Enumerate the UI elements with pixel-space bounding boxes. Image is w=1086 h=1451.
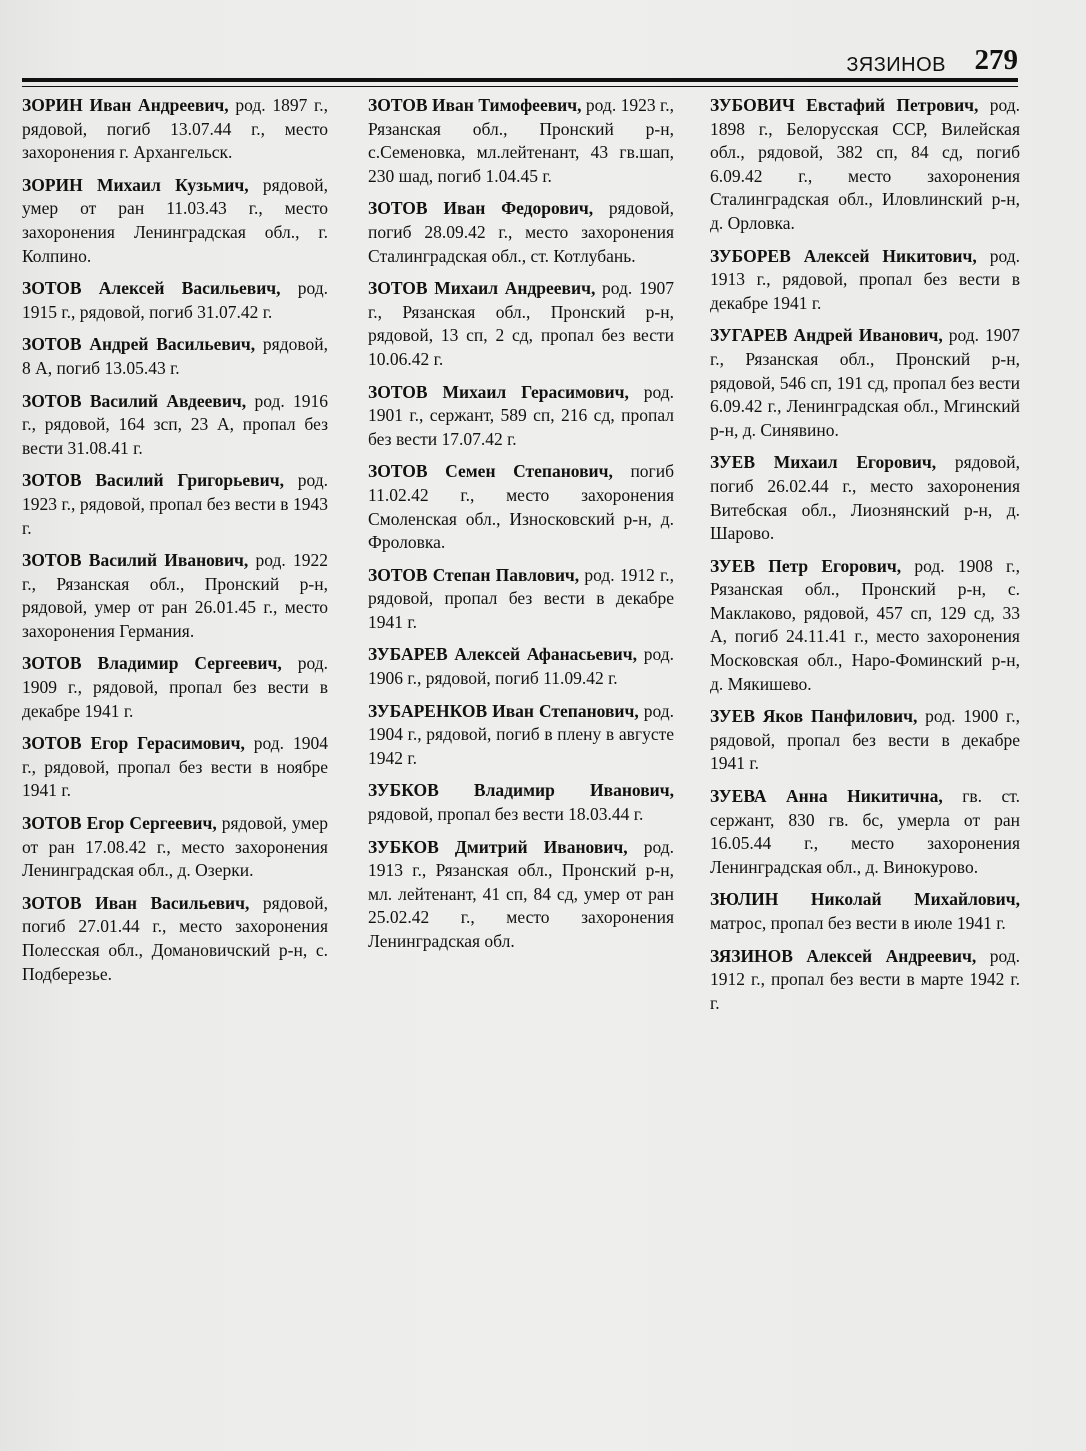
entry-details: род. 1908 г., Рязанская обл., Пронский р-н, с. Маклаково, рядовой, 457 сп, 129 сд, 33 А, погиб 24.11.41 г., место захоронения Московская обл., Наро-Фоминский р-н, д. Мякишево. <box>710 555 1020 694</box>
entry-name: ЗУЕВ Яков Панфилович, <box>710 706 918 727</box>
entry-details: род. 1916 г., рядовой, 164 зсп, 23 А, пропал без вести 31.08.41 г. <box>22 390 328 458</box>
register-entry <box>710 945 1020 1016</box>
entry-name: ЗОТОВ Андрей Васильевич, <box>22 334 256 355</box>
register-entry <box>710 705 1020 776</box>
register-entry <box>368 277 674 371</box>
register-entry <box>710 888 1020 935</box>
entry-name: ЗОТОВ Василий Авдеевич, <box>22 390 247 411</box>
entry-details: рядовой, пропал без вести 18.03.44 г. <box>368 804 644 825</box>
register-entry <box>368 564 674 635</box>
entry-details: рядовой, погиб 28.09.42 г., место захоронения Сталинградская обл., ст. Котлубань. <box>368 198 674 266</box>
entry-name: ЗУЕВ Михаил Егорович, <box>710 452 937 473</box>
entry-details: род. 1923 г., Рязанская обл., Пронский р-н, с.Семеновка, мл.лейтенант, 43 гв.шап, 230 шад, погиб 1.04.45 г. <box>368 95 674 186</box>
register-entry <box>22 94 328 165</box>
page-header <box>22 44 1018 78</box>
entry-details: род. 1913 г., рядовой, пропал без вести в декабре 1941 г. <box>710 245 1020 313</box>
entry-details: род. 1897 г., рядовой, погиб 13.07.44 г., место захоронения г. Архангельск. <box>22 95 328 163</box>
register-entry <box>710 785 1020 879</box>
entry-details: род. 1898 г., Белорусская ССР, Вилейская обл., рядовой, 382 сп, 84 сд, погиб 6.09.42 г., место захоронения Сталинградская обл., Иловлинский р-н, д. Орловка. <box>710 95 1020 233</box>
register-entry <box>22 174 328 268</box>
entry-details: гв. ст. сержант, 830 гв. бс, умерла от ран 16.05.44 г., место захоронения Ленинградская обл., д. Винокурово. <box>710 786 1020 877</box>
register-entry <box>710 451 1020 545</box>
register-entry <box>22 892 328 986</box>
entry-name: ЗОТОВ Василий Григорьевич, <box>22 470 284 491</box>
register-entry <box>368 94 674 188</box>
header-rule-thick <box>22 78 1018 82</box>
entry-details: род. 1915 г., рядовой, погиб 31.07.42 г. <box>22 278 329 322</box>
entry-name: ЗОТОВ Иван Федорович, <box>368 198 594 219</box>
entry-details: род. 1922 г., Рязанская обл., Пронский р-н, рядовой, умер от ран 26.01.45 г., место захоронения Германия. <box>22 550 328 641</box>
entry-details: рядовой, погиб 26.02.44 г., место захоронения Витебская обл., Лиознянский р-н, д. Шарово. <box>710 452 1020 544</box>
entry-details: род. 1907 г., Рязанская обл., Пронский р-н, рядовой, 546 сп, 191 сд, пропал без вести 6.09.42 г., Ленинградская обл., Мгинский р-н, д. Синявино. <box>710 325 1020 440</box>
register-entry <box>368 460 674 554</box>
register-entry <box>22 277 328 324</box>
entry-details: рядовой, умер от ран 11.03.43 г., место захоронения Ленинградская обл., г. Колпино. <box>22 174 328 266</box>
register-entry <box>710 245 1020 316</box>
register-entry <box>22 652 328 723</box>
entry-name: ЗУБАРЕНКОВ Иван Степанович, <box>368 700 639 721</box>
entry-details: род. 1909 г., рядовой, пропал без вести в декабре 1941 г. <box>22 653 328 721</box>
entry-details: род. 1912 г., рядовой, пропал без вести в декабре 1941 г. <box>368 564 674 632</box>
entry-name: ЗУБОВИЧ Евстафий Петрович, <box>710 95 979 115</box>
entry-name: ЗОТОВ Семен Степанович, <box>368 461 613 482</box>
entry-name: ЗОТОВ Владимир Сергеевич, <box>22 653 282 674</box>
register-entry <box>22 732 328 803</box>
entry-name: ЗОТОВ Михаил Герасимович, <box>368 381 629 402</box>
entry-name: ЗОТОВ Михаил Андреевич, <box>368 278 596 299</box>
entry-details: погиб 11.02.42 г., место захоронения Смоленская обл., Износковский р-н, д. Фроловка. <box>368 461 674 553</box>
entry-name: ЗУГАРЕВ Андрей Иванович, <box>710 325 943 346</box>
running-title: ЗЯЗИНОВ <box>846 54 946 76</box>
entry-name: ЗОТОВ Степан Павлович, <box>368 564 580 585</box>
entry-name: ЗЯЗИНОВ Алексей Андреевич, <box>710 945 977 966</box>
register-entry <box>368 381 674 452</box>
entry-name: ЗОТОВ Егор Сергеевич, <box>22 813 217 834</box>
entry-details: род. 1906 г., рядовой, погиб 11.09.42 г. <box>368 644 674 689</box>
entry-name: ЗОТОВ Алексей Васильевич, <box>22 278 281 299</box>
entry-name: ЗУЕВА Анна Никитична, <box>710 786 943 807</box>
register-entry <box>368 197 674 268</box>
entry-details: род. 1912 г., пропал без вести в марте 1942 г. г. <box>710 945 1020 1013</box>
entry-name: ЗУБКОВ Владимир Иванович, <box>368 780 674 801</box>
register-entry <box>22 390 328 461</box>
entry-details: род. 1904 г., рядовой, пропал без вести в ноябре 1941 г. <box>22 733 328 801</box>
register-entry <box>368 700 674 771</box>
entry-name: ЗУБАРЕВ Алексей Афанасьевич, <box>368 644 638 665</box>
entry-name: ЗУЕВ Петр Егорович, <box>710 555 902 576</box>
entry-details: рядовой, погиб 27.01.44 г., место захоронения Полесская обл., Домановичский р-н, с. Подберезье. <box>22 892 328 984</box>
entry-details: род. 1900 г., рядовой, пропал без вести в декабре 1941 г. <box>710 706 1021 774</box>
entry-name: ЗЮЛИН Николай Михайлович, <box>710 889 1020 910</box>
entry-name: ЗОРИН Иван Андреевич, <box>22 95 229 115</box>
entry-name: ЗОТОВ Иван Васильевич, <box>22 892 250 913</box>
entry-name: ЗОРИН Михаил Кузьмич, <box>22 174 249 195</box>
register-entry <box>22 549 328 643</box>
entry-details: рядовой, умер от ран 17.08.42 г., место захоронения Ленинградская обл., д. Озерки. <box>22 813 329 881</box>
entry-details: род. 1923 г., рядовой, пропал без вести в 1943 г. <box>22 470 328 538</box>
entry-name: ЗОТОВ Егор Герасимович, <box>22 733 245 754</box>
register-entry <box>368 836 674 954</box>
register-entry <box>22 812 328 883</box>
entry-name: ЗОТОВ Василий Иванович, <box>22 550 249 571</box>
entry-details: род. 1901 г., сержант, 589 сп, 216 сд, пропал без вести 17.07.42 г. <box>368 381 674 449</box>
entry-details: род. 1907 г., Рязанская обл., Пронский р-н, рядовой, 13 сп, 2 сд, пропал без вести 10.06.42 г. <box>368 278 674 369</box>
column-2 <box>368 94 674 963</box>
register-entry <box>710 324 1020 442</box>
entry-name: ЗУБОРЕВ Алексей Никитович, <box>710 245 977 266</box>
entry-details: матрос, пропал без вести в июле 1941 г. <box>710 913 1006 933</box>
register-entry <box>710 94 1020 236</box>
entries-columns <box>22 94 1022 1394</box>
register-entry <box>22 469 328 540</box>
entry-details: род. 1913 г., Рязанская обл., Пронский р-н, мл. лейтенант, 41 сп, 84 сд, умер от ран 25.02.42 г., место захоронения Ленинградская обл. <box>368 836 674 951</box>
page-number: 279 <box>974 44 1018 76</box>
column-1 <box>22 94 328 995</box>
register-entry <box>368 643 674 690</box>
entry-details: род. 1904 г., рядовой, погиб в плену в августе 1942 г. <box>368 700 674 768</box>
register-entry <box>368 779 674 826</box>
entry-name: ЗУБКОВ Дмитрий Иванович, <box>368 836 628 857</box>
entry-details: рядовой, 8 А, погиб 13.05.43 г. <box>22 334 329 378</box>
register-entry <box>710 555 1020 697</box>
register-entry <box>22 333 328 380</box>
column-3 <box>710 94 1020 1024</box>
entry-name: ЗОТОВ Иван Тимофеевич, <box>368 95 582 115</box>
header-rule-thin <box>22 86 1018 87</box>
